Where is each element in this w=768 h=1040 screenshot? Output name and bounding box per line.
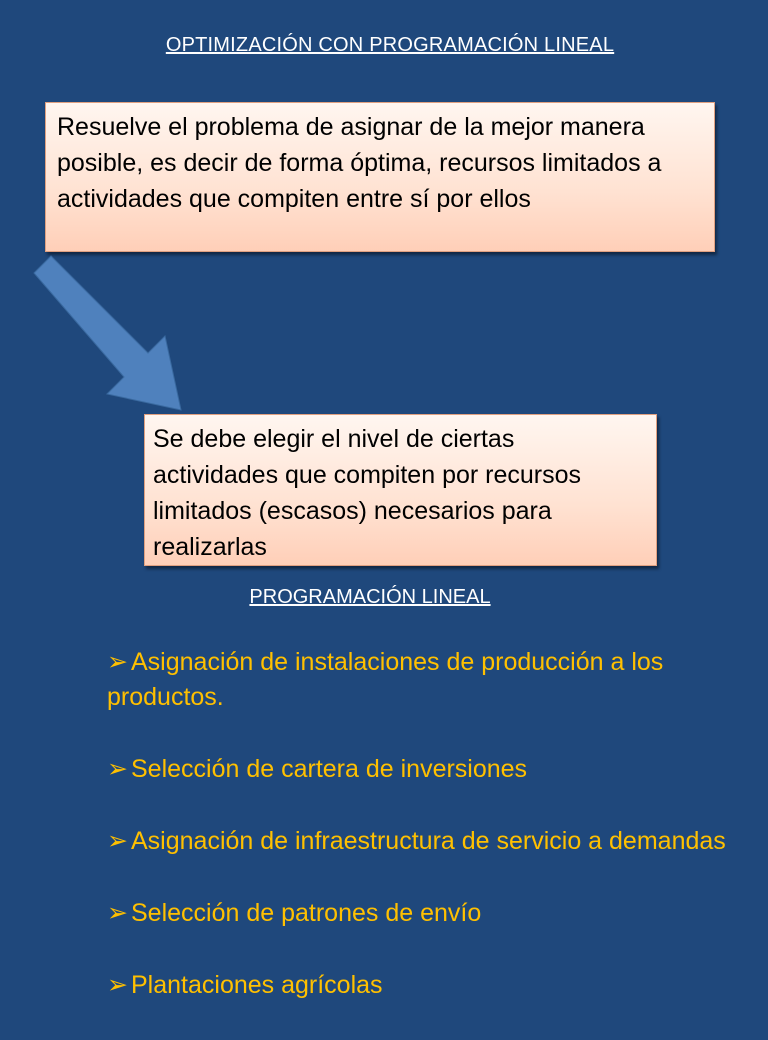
slide-title: OPTIMIZACIÓN CON PROGRAMACIÓN LINEAL bbox=[165, 34, 615, 56]
list-item-text: Asignación de infraestructura de servicio a demandas bbox=[131, 827, 726, 855]
list-item bbox=[107, 752, 727, 787]
arrow-bullet-icon: ➢ bbox=[107, 648, 128, 676]
list-item-text: Asignación de instalaciones de producción a los productos. bbox=[107, 648, 664, 711]
list-item bbox=[107, 824, 727, 859]
list-item bbox=[107, 968, 727, 1003]
applications-list bbox=[107, 645, 727, 1040]
list-item-text: Selección de patrones de envío bbox=[131, 899, 482, 927]
down-right-arrow-icon bbox=[26, 255, 196, 425]
arrow-bullet-icon: ➢ bbox=[107, 755, 128, 783]
definition-box: Resuelve el problema de asignar de la mejor manera posible, es decir de forma óptima, recursos limitados a actividades que compiten entre sí por ellos bbox=[45, 102, 715, 252]
arrow-bullet-icon: ➢ bbox=[107, 827, 128, 855]
section-subtitle: PROGRAMACIÓN LINEAL bbox=[249, 586, 491, 608]
list-item bbox=[107, 645, 727, 715]
list-item-text: Selección de cartera de inversiones bbox=[131, 755, 528, 783]
arrow-bullet-icon: ➢ bbox=[107, 899, 128, 927]
arrow-bullet-icon: ➢ bbox=[107, 971, 128, 999]
list-item bbox=[107, 896, 727, 931]
explanation-box: Se debe elegir el nivel de ciertas actividades que compiten por recursos limitados (escasos) necesarios para realizarlas bbox=[144, 414, 657, 566]
list-item-text: Plantaciones agrícolas bbox=[131, 971, 383, 999]
